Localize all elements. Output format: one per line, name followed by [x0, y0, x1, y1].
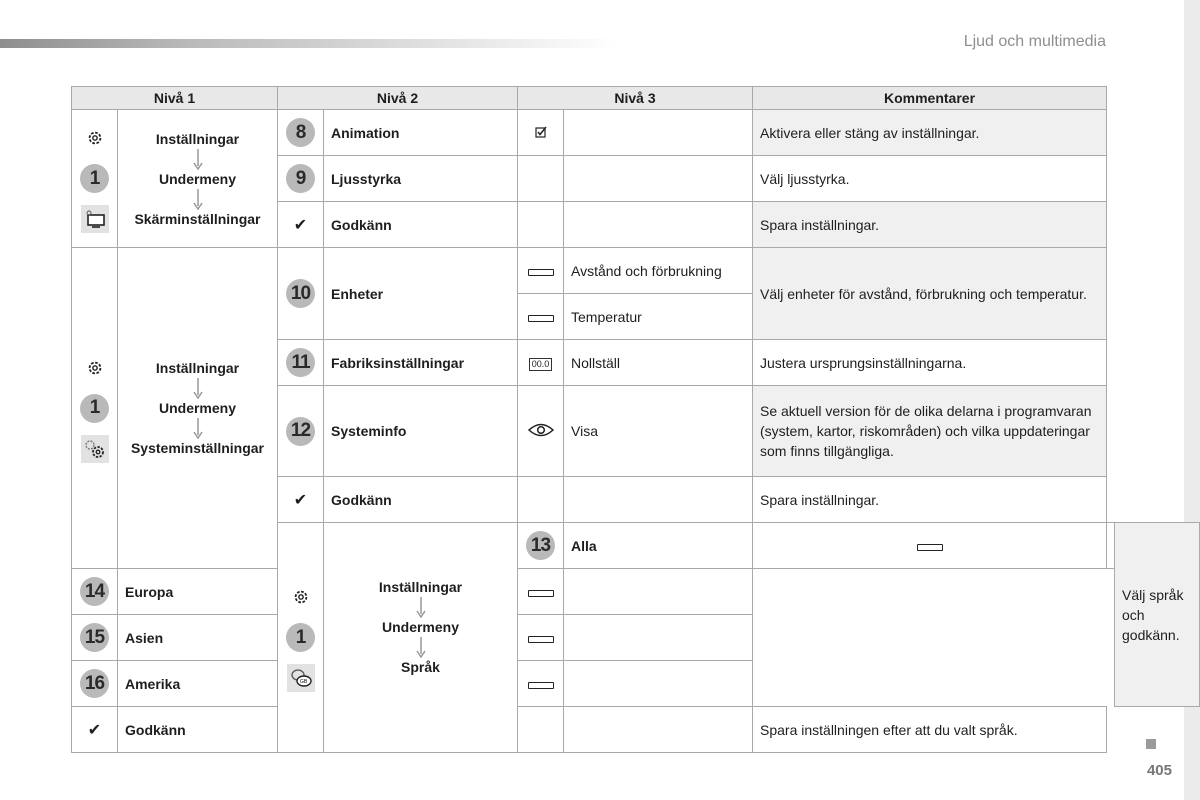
down-arrow-icon	[324, 596, 517, 618]
check-icon: ✔	[293, 491, 308, 509]
level2-label: Godkänn	[324, 202, 518, 248]
level3-label: Visa	[564, 386, 753, 477]
header-level2: Nivå 2	[278, 87, 518, 110]
down-arrow-icon	[118, 377, 277, 399]
down-arrow-icon	[118, 148, 277, 170]
comment-cell: Spara inställningar.	[753, 477, 1107, 523]
page-number: 405	[1146, 762, 1172, 779]
nav-step-display: Skärminställningar	[134, 210, 261, 227]
gear-icon	[81, 354, 109, 382]
settings-table	[71, 86, 1200, 753]
level3-label	[564, 202, 753, 248]
number-badge: 14	[80, 577, 109, 606]
level2-label: Amerika	[118, 661, 278, 707]
number-badge: 15	[80, 623, 109, 652]
level2-label: Animation	[324, 110, 518, 156]
comment-cell: Spara inställningen efter att du valt språk.	[753, 707, 1107, 753]
level2-label: Alla	[564, 523, 753, 569]
nav-step-settings: Inställningar	[155, 360, 240, 376]
comment-cell: Spara inställningar.	[753, 202, 1107, 248]
level3-label: Nollställ	[564, 340, 753, 386]
step-badge: 1	[80, 394, 109, 423]
number-badge: 9	[286, 164, 315, 193]
select-bar-icon	[528, 636, 554, 643]
check-icon: ✔	[293, 216, 308, 234]
select-bar-icon	[528, 269, 554, 276]
level2-label: Systeminfo	[324, 386, 518, 477]
level1-icons	[72, 248, 118, 569]
language-bubble-icon	[287, 664, 315, 692]
level2-label: Europa	[118, 569, 278, 615]
comment-cell: Välj ljusstyrka.	[753, 156, 1107, 202]
level2-label: Asien	[118, 615, 278, 661]
down-arrow-icon	[324, 636, 517, 658]
check-icon: ✔	[87, 721, 102, 739]
level2-label: Enheter	[324, 248, 518, 340]
nav-step-settings: Inställningar	[155, 130, 240, 147]
level1-icons	[72, 110, 118, 248]
level3-label: Temperatur	[564, 294, 753, 340]
level3-label	[564, 156, 753, 202]
level3-label	[564, 477, 753, 523]
select-bar-icon	[917, 544, 943, 551]
nav-step-submenu: Undermeny	[158, 170, 237, 187]
header-gradient-bar	[0, 39, 620, 48]
nav-step-system: Systeminställningar	[130, 440, 265, 456]
table-row	[72, 569, 1200, 615]
table-row	[72, 248, 1200, 294]
level1-icons	[278, 523, 324, 753]
nav-step-language: Språk	[401, 658, 440, 675]
gear-icon	[81, 124, 109, 152]
number-badge: 8	[286, 118, 315, 147]
table-row	[72, 615, 1200, 661]
down-arrow-icon	[118, 417, 277, 439]
header-level3: Nivå 3	[518, 87, 753, 110]
step-badge: 1	[286, 623, 315, 652]
table-row	[72, 110, 1200, 156]
down-arrow-icon	[118, 188, 277, 210]
select-bar-icon	[528, 590, 554, 597]
comment-cell: Välj enheter för avstånd, förbrukning och temperatur.	[753, 248, 1107, 340]
number-badge: 16	[80, 669, 109, 698]
page-marker	[1146, 739, 1156, 749]
level3-label	[564, 110, 753, 156]
level2-label: Godkänn	[118, 707, 278, 753]
section-title: Ljud och multimedia	[963, 33, 1106, 50]
number-badge: 11	[286, 348, 315, 377]
select-bar-icon	[528, 315, 554, 322]
comment-cell: Välj språk och godkänn.	[1115, 523, 1200, 707]
nav-step-settings: Inställningar	[378, 578, 463, 595]
nav-step-submenu: Undermeny	[158, 400, 237, 416]
select-bar-icon	[528, 682, 554, 689]
step-badge: 1	[80, 164, 109, 193]
level1-path	[118, 110, 278, 248]
number-badge: 13	[526, 531, 555, 560]
table-row	[72, 661, 1200, 707]
gear-icon	[287, 583, 315, 611]
level1-path	[118, 248, 278, 569]
header-comments: Kommentarer	[753, 87, 1107, 110]
level2-label: Godkänn	[324, 477, 518, 523]
svg-text:GB: GB	[299, 679, 307, 685]
comment-cell: Se aktuell version för de olika delarna i programvaran (system, kartor, riskområden) och vilka uppdateringar som finns tillgängliga.	[753, 386, 1107, 477]
nav-step-submenu: Undermeny	[381, 618, 460, 635]
number-badge: 10	[286, 279, 315, 308]
table-row	[72, 707, 1200, 753]
comment-cell: Justera ursprungsinställningarna.	[753, 340, 1107, 386]
eye-icon	[528, 424, 554, 440]
level3-label: Avstånd och förbrukning	[564, 248, 753, 294]
level2-label: Fabriksinställningar	[324, 340, 518, 386]
screen-settings-icon	[81, 205, 109, 233]
level2-label: Ljusstyrka	[324, 156, 518, 202]
checkbox-icon	[535, 125, 547, 141]
header-level1: Nivå 1	[72, 87, 278, 110]
reset-display-icon: 00.0	[529, 358, 553, 371]
number-badge: 12	[286, 417, 315, 446]
comment-cell: Aktivera eller stäng av inställningar.	[753, 110, 1107, 156]
system-gears-icon	[81, 435, 109, 463]
level1-path	[324, 523, 518, 753]
